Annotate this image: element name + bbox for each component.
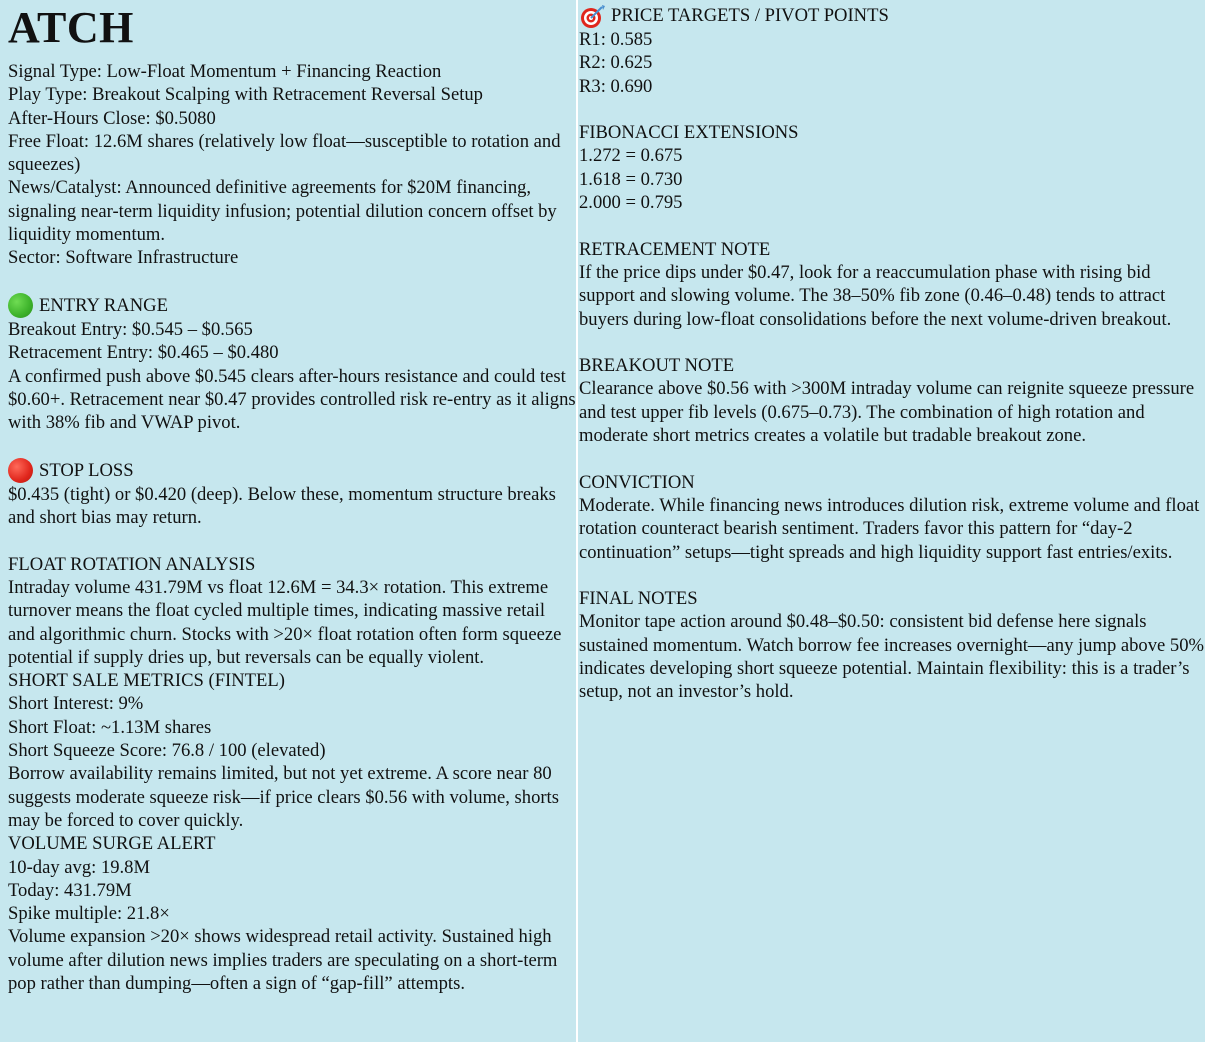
short-sale-heading: SHORT SALE METRICS (FINTEL) [8,670,285,692]
fib-1618: 1.618 = 0.730 [579,168,683,190]
retracement-note-text: If the price dips under $0.47, look for a reaccumulation phase with rising bid support and slowing volume. The 38–50% fib zone (0.46–0.48) tends to attract buyers during low-float consolidations before the next volume-driven breakout. [579,261,1172,330]
stop-loss-label: STOP LOSS [39,459,134,481]
r1-target: R1: 0.585 [579,29,653,50]
short-float: Short Float: ~1.13M shares [8,716,212,738]
breakout-note-text: Clearance above $0.56 with >300M intraday volume can reignite squeeze pressure and test upper fib levels (0.675–0.73). The combination of high rotation and moderate short metrics creates a volatile but tradable breakout zone. [579,378,1195,447]
today-volume: Today: 431.79M [8,879,132,901]
entry-range-heading [8,293,576,318]
green-circle-icon [8,293,33,318]
signal-type: Signal Type: Low-Float Momentum + Financing Reaction [8,61,442,82]
conviction-heading: CONVICTION [579,471,695,493]
price-targets-heading [579,4,1205,28]
r2-target: R2: 0.625 [579,52,653,74]
fibonacci-heading: FIBONACCI EXTENSIONS [579,122,799,144]
retracement-note-section [579,238,1205,331]
retracement-entry: Retracement Entry: $0.465 – $0.480 [8,342,279,364]
conviction-section [579,471,1205,564]
volume-surge-section [8,832,576,995]
final-notes-text: Monitor tape action around $0.48–$0.50: consistent bid defense here signals sustained momentum. Watch borrow fee increases overnight—any jump above 50% indicates developing short squeeze potential. Maintain flexibility: this is a trader’s setup, not an investor’s hold. [579,611,1205,703]
price-targets-label: PRICE TARGETS / PIVOT POINTS [611,5,889,27]
right-column [578,0,1205,1042]
r3-target: R3: 0.690 [579,75,653,97]
fib-2000: 2.000 = 0.795 [579,192,683,214]
summary-block [8,60,576,270]
short-interest: Short Interest: 9% [8,693,144,715]
price-targets-section [579,4,1205,98]
short-squeeze-score: Short Squeeze Score: 76.8 / 100 (elevated) [8,740,326,762]
after-hours-close: After-Hours Close: $0.5080 [8,107,216,129]
breakout-entry: Breakout Entry: $0.545 – $0.565 [8,318,253,340]
final-notes-section [579,587,1205,703]
news-catalyst: News/Catalyst: Announced definitive agreements for $20M financing, signaling near-term liquidity infusion; potential dilution concern offset by liquidity momentum. [8,177,557,246]
borrow-availability: Borrow availability remains limited, but not yet extreme. A score near 80 suggests moderate squeeze risk—if price clears $0.56 with volume, shorts may be forced to cover quickly. [8,763,559,831]
retracement-note-heading: RETRACEMENT NOTE [579,238,771,260]
short-sale-section [8,669,576,832]
final-notes-heading: FINAL NOTES [579,588,698,610]
play-type: Play Type: Breakout Scalping with Retracement Reversal Setup [8,84,483,106]
volume-notes: Volume expansion >20× shows widespread retail activity. Sustained high volume after dilution news implies traders are speculating on a short-term pop rather than dumping—often a sign of “gap-fill” attempts. [8,926,558,994]
fibonacci-section [579,121,1205,214]
breakout-note-heading: BREAKOUT NOTE [579,355,735,377]
left-column [0,0,576,1042]
entry-range-section [8,293,576,434]
ten-day-avg: 10-day avg: 19.8M [8,856,151,878]
spike-multiple: Spike multiple: 21.8× [8,903,170,925]
ticker-title: ATCH [8,3,134,52]
stop-loss-text: $0.435 (tight) or $0.420 (deep). Below these, momentum structure breaks and short bias may return. [8,483,556,529]
float-rotation-heading: FLOAT ROTATION ANALYSIS [8,553,256,575]
entry-range-label: ENTRY RANGE [39,294,168,316]
sector: Sector: Software Infrastructure [8,247,239,269]
stop-loss-section [8,458,576,530]
float-rotation-text: Intraday volume 431.79M vs float 12.6M = 34.3× rotation. This extreme turnover means the float cycled multiple times, indicating massive retail and algorithmic churn. Stocks with >20× float rotation often form squeeze potential if supply dries up, but reversals can be equally violent. [8,576,562,668]
conviction-text: Moderate. While financing news introduces dilution risk, extreme volume and float rotation counteract bearish sentiment. Traders favor this pattern for “day-2 continuation” setups—tight spreads and high liquidity support fast entries/exits. [579,494,1200,563]
fib-1272: 1.272 = 0.675 [579,145,683,167]
dart-target-icon [579,4,603,28]
entry-notes: A confirmed push above $0.545 clears after-hours resistance and could test $0.60+. Retracement near $0.47 provides controlled risk re-entry as it aligns with 38% fib and VWAP pivot. [8,365,576,434]
breakout-note-section [579,354,1205,447]
free-float: Free Float: 12.6M shares (relatively low float—susceptible to rotation and squeezes) [8,130,561,176]
float-rotation-section [8,553,576,669]
volume-surge-heading: VOLUME SURGE ALERT [8,833,216,855]
stop-loss-heading [8,458,576,483]
red-circle-icon [8,458,33,483]
